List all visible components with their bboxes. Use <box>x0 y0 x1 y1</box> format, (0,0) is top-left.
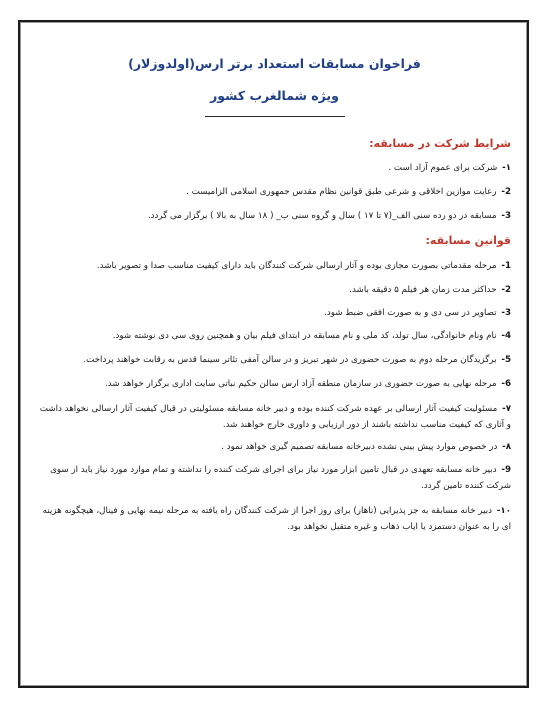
rule-item-3-number: 3- <box>501 308 511 318</box>
document-subtitle: ویژه شمالغرب کشور <box>210 88 339 103</box>
rule-item-8-number: ۸- <box>502 442 511 452</box>
condition-item-3-text: مسابقه در دو رده سنی الف_(۷ تا ۱۷ ) سال و گروه سنی ب_ ( ۱۸ سال به بالا ) برگزار می گردد. <box>147 211 497 221</box>
rule-item-1-number: 1- <box>501 261 511 271</box>
document-title: فراخوان مسابقات استعداد برتر ارس(اولدوزلار) <box>128 56 421 71</box>
rule-item-1 <box>39 258 511 274</box>
condition-item-3 <box>39 208 511 224</box>
rule-item-2-text: حداکثر مدت زمان هر فیلم ۵ دقیقه باشد. <box>349 285 497 295</box>
rule-item-9 <box>39 462 511 494</box>
rule-item-7-number: ۷- <box>502 404 511 414</box>
rule-item-7-text: مسئولیت کیفیت آثار ارسالی بر عهده شرکت کننده بوده و دبیر خانه مسابقه مسئولیتی در قبال کیفیت آثار ارسالی نخواهد داشت و آثاری که کیفیت مناسب نداشته باشند از دور ارزیابی و داوری خارج خواهند شد. <box>39 404 511 430</box>
rule-item-5-text: برگزیدگان مرحله دوم به صورت حضوری در شهر تبریز و در سالن آمفی تئاتر سینما قدس به رقابت خواهند پرداخت. <box>83 355 497 365</box>
rule-item-2-number: 2- <box>501 285 511 295</box>
rule-item-6-number: 6- <box>501 379 511 389</box>
rule-item-7 <box>39 401 511 433</box>
condition-item-3-number: 3- <box>501 211 511 221</box>
conditions-heading: شرایط شرکت در مسابقه: <box>369 137 511 150</box>
rule-item-5-number: 5- <box>501 355 511 365</box>
rule-item-4-text: نام ونام خانوادگی، سال تولد، کد ملی و نام مسابقه در ابتدای فیلم بیان و همچنین روی سی دی نوشته شود. <box>112 331 497 341</box>
rule-item-5 <box>39 352 511 368</box>
rule-item-10-text: دبیر خانه مسابقه به جز پذیرایی (ناهار) برای روز اجرا از شرکت کنندگان راه یافته به مرحله نیمه نهایی و فینال، هیچگونه هزینه ای را به عنوان دستمزد یا ایاب ذهاب و غیره متقبل نخواهد بود. <box>42 506 511 532</box>
rule-item-4-number: 4- <box>501 331 511 341</box>
rule-item-1-text: مرحله مقدماتی بصورت مجازی بوده و آثار ارسالی شرکت کنندگان باید دارای کیفیت مناسب صدا و تصویر باشد. <box>96 261 497 271</box>
rule-item-9-number: 9- <box>501 465 511 475</box>
condition-item-2 <box>39 184 511 200</box>
condition-item-1-number: ۱- <box>502 163 511 173</box>
rule-item-3-text: تصاویر در سی دی و به صورت افقی ضبط شود. <box>324 308 497 318</box>
condition-item-1-text: شرکت برای عموم آزاد است . <box>388 163 498 173</box>
condition-item-2-number: 2- <box>501 187 511 197</box>
rule-item-4 <box>39 328 511 344</box>
rule-item-8-text: در خصوص موارد پیش بینی نشده دبیرخانه مسابقه تصمیم گیری خواهد نمود . <box>221 442 498 452</box>
rule-item-6 <box>39 376 511 392</box>
rule-item-6-text: مرحله نهایی به صورت حضوری در سازمان منطقه آزاد ارس سالن حکیم نباتی سایت اداری برگزار خواهد شد. <box>104 379 497 389</box>
rule-item-10 <box>39 503 511 535</box>
rule-item-9-text: دبیر خانه مسابقه تعهدی در قبال تامین ابزار مورد نیاز برای اجرای شرکت کننده را نداشته و تمام موارد مورد نیاز باید از سوی شرکت کننده تامین گردد. <box>50 465 511 491</box>
condition-item-1 <box>39 160 511 176</box>
rule-item-3 <box>39 305 511 321</box>
condition-item-2-text: رعایت موازین اخلاقی و شرعی طبق قوانین نظام مقدس جمهوری اسلامی الزامیست . <box>186 187 497 197</box>
rules-heading: قوانین مسابقه: <box>425 234 511 247</box>
rule-item-10-number: ۱۰- <box>496 506 511 516</box>
rule-item-8 <box>39 439 511 455</box>
rule-item-2 <box>39 282 511 298</box>
title-divider <box>205 116 345 117</box>
